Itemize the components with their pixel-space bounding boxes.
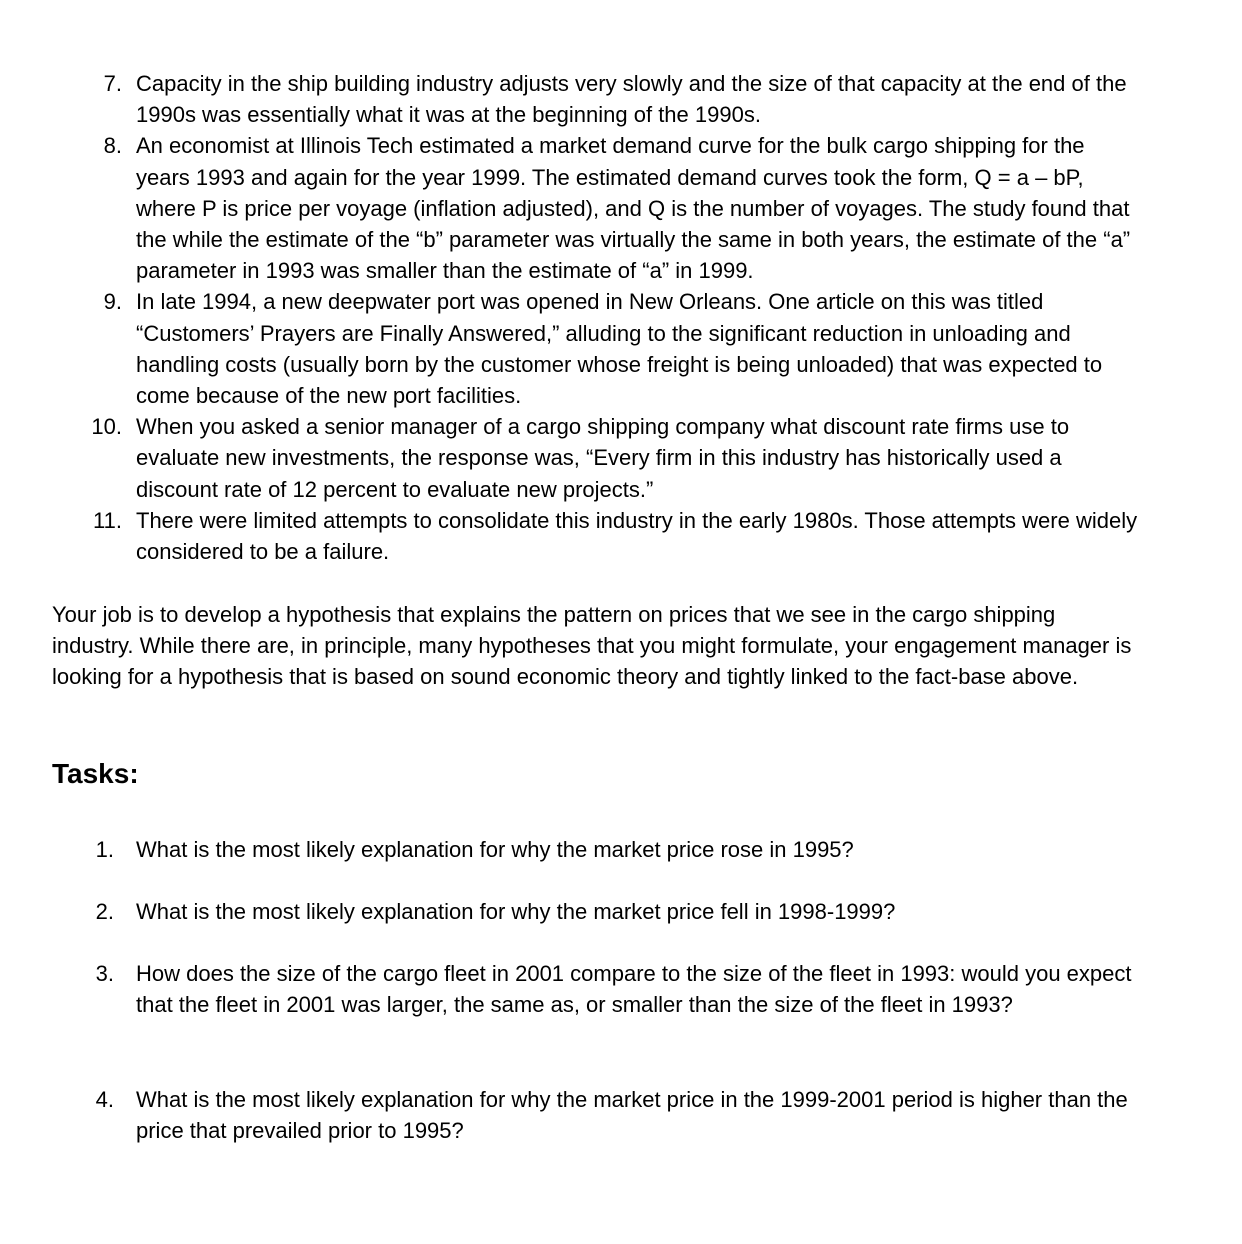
list-item-number: 10. [91, 414, 122, 440]
task-number: 3. [95, 961, 114, 986]
task-number: 4. [95, 1087, 114, 1112]
list-item-text: In late 1994, a new deepwater port was opened in New Orleans. One article on this was titled “Customers’ Prayers are Finally Answered,” alluding to the significant reduction in unloading and handling costs (usually born by the customer whose freight is being unloaded) that was expected to come because of the new port facilities. [136, 289, 1103, 409]
task-item [0, 1084, 1242, 1146]
task-item [0, 896, 1242, 927]
task-text: What is the most likely explanation for why the market price fell in 1998-1999? [136, 899, 896, 924]
task-item [0, 958, 1242, 1020]
intro-paragraph: Your job is to develop a hypothesis that explains the pattern on prices that we see in the cargo shipping industry. While there are, in principle, many hypotheses that you might formulate, your engagement manager is looking for a hypothesis that is based on sound economic theory and tightly linked to the fact-base above. [52, 602, 1132, 690]
task-number: 2. [95, 899, 114, 924]
list-item-number: 11. [93, 507, 122, 533]
tasks-heading: Tasks: [52, 758, 139, 789]
list-item-text: When you asked a senior manager of a cargo shipping company what discount rate firms use to evaluate new investments, the response was, “Every firm in this industry has historically used a discount rate of 12 percent to evaluate new projects.” [136, 414, 1070, 502]
fact-list [0, 68, 1242, 567]
task-text: How does the size of the cargo fleet in 2001 compare to the size of the fleet in 1993: would you expect that the fleet in 2001 was larger, the same as, or smaller than the size of the fleet in 1993? [136, 961, 1132, 1018]
list-item-number: 7. [103, 71, 122, 96]
list-item-number: 8. [103, 133, 122, 159]
list-item [0, 505, 1242, 567]
list-item-text: Capacity in the ship building industry adjusts very slowly and the size of that capacity at the end of the 1990s was essentially what it was at the beginning of the 1990s. [136, 71, 1127, 128]
list-item [0, 68, 1242, 130]
task-text: What is the most likely explanation for why the market price rose in 1995? [136, 837, 854, 862]
task-item [0, 834, 1242, 865]
list-item-number: 9. [103, 289, 122, 315]
task-text: What is the most likely explanation for why the market price in the 1999-2001 period is higher than the price that prevailed prior to 1995? [136, 1087, 1128, 1144]
list-item [0, 286, 1242, 411]
task-number: 1. [95, 837, 114, 862]
list-item-text: An economist at Illinois Tech estimated a market demand curve for the bulk cargo shipping for the years 1993 and again for the year 1999. The estimated demand curves took the form, Q = a – bP, where P is price per voyage (inflation adjusted), and Q is the number of voyages. The study found that the while the estimate of the “b” parameter was virtually the same in both years, the estimate of the “a” parameter in 1993 was smaller than the estimate of “a” in 1999. [136, 133, 1131, 284]
list-item-text: There were limited attempts to consolidate this industry in the early 1980s. Those attempts were widely considered to be a failure. [136, 507, 1138, 565]
list-item [0, 411, 1242, 505]
list-item [0, 130, 1242, 286]
